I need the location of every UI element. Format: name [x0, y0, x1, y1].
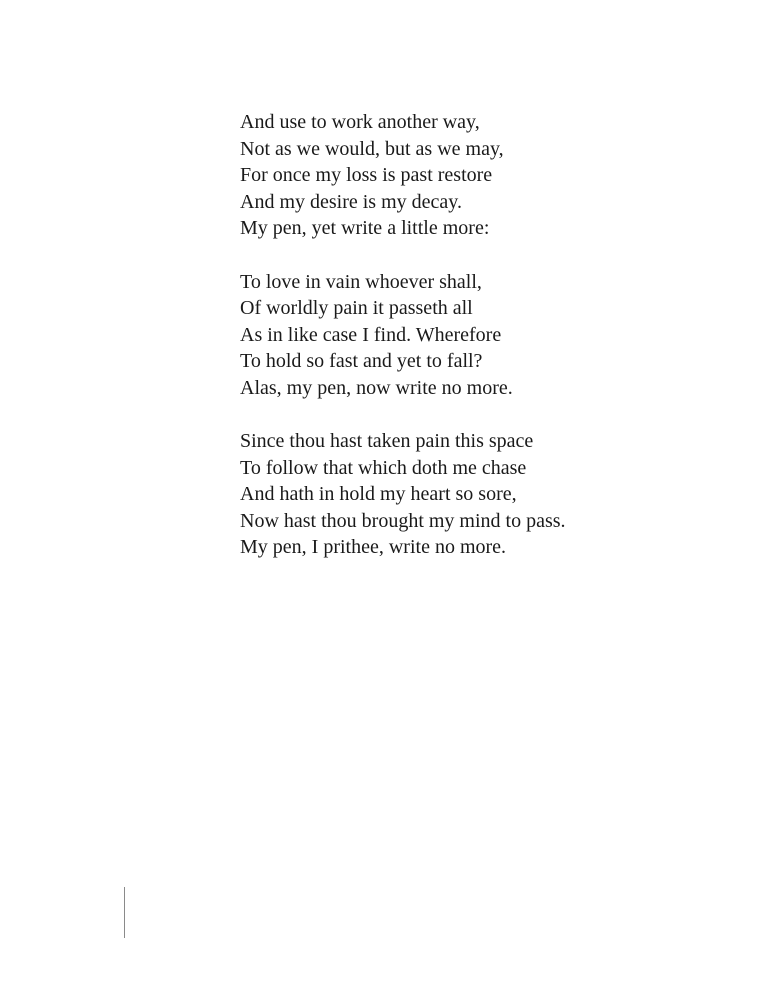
margin-rule — [124, 887, 125, 938]
poem-line: To hold so fast and yet to fall? — [240, 350, 483, 372]
poem-line: As in like case I find. Wherefore — [240, 323, 502, 346]
poem-line: To love in vain whoever shall, — [240, 270, 482, 293]
poem-line: My pen, I prithee, write no more. — [240, 536, 507, 558]
stanza-3 — [240, 428, 740, 561]
poem-line: Now hast thou brought my mind to pass. — [240, 509, 566, 532]
poem-line: And hath in hold my heart so sore, — [240, 483, 517, 505]
poem-line: Of worldly pain it passeth all — [240, 297, 473, 319]
stanza-2 — [240, 269, 740, 402]
poem-line: And use to work another way, — [240, 111, 480, 133]
poem-line: My pen, yet write a little more: — [240, 217, 490, 239]
poem-line: To follow that which doth me chase — [240, 456, 527, 479]
stanza-1 — [240, 109, 740, 242]
poem-line: And my desire is my decay. — [240, 190, 462, 213]
poem-line: For once my loss is past restore — [240, 164, 493, 186]
poem-line: Since thou hast taken pain this space — [240, 430, 534, 452]
poem-line: Not as we would, but as we may, — [240, 137, 504, 160]
poem-line: Alas, my pen, now write no more. — [240, 376, 513, 399]
poem-body — [240, 109, 740, 588]
